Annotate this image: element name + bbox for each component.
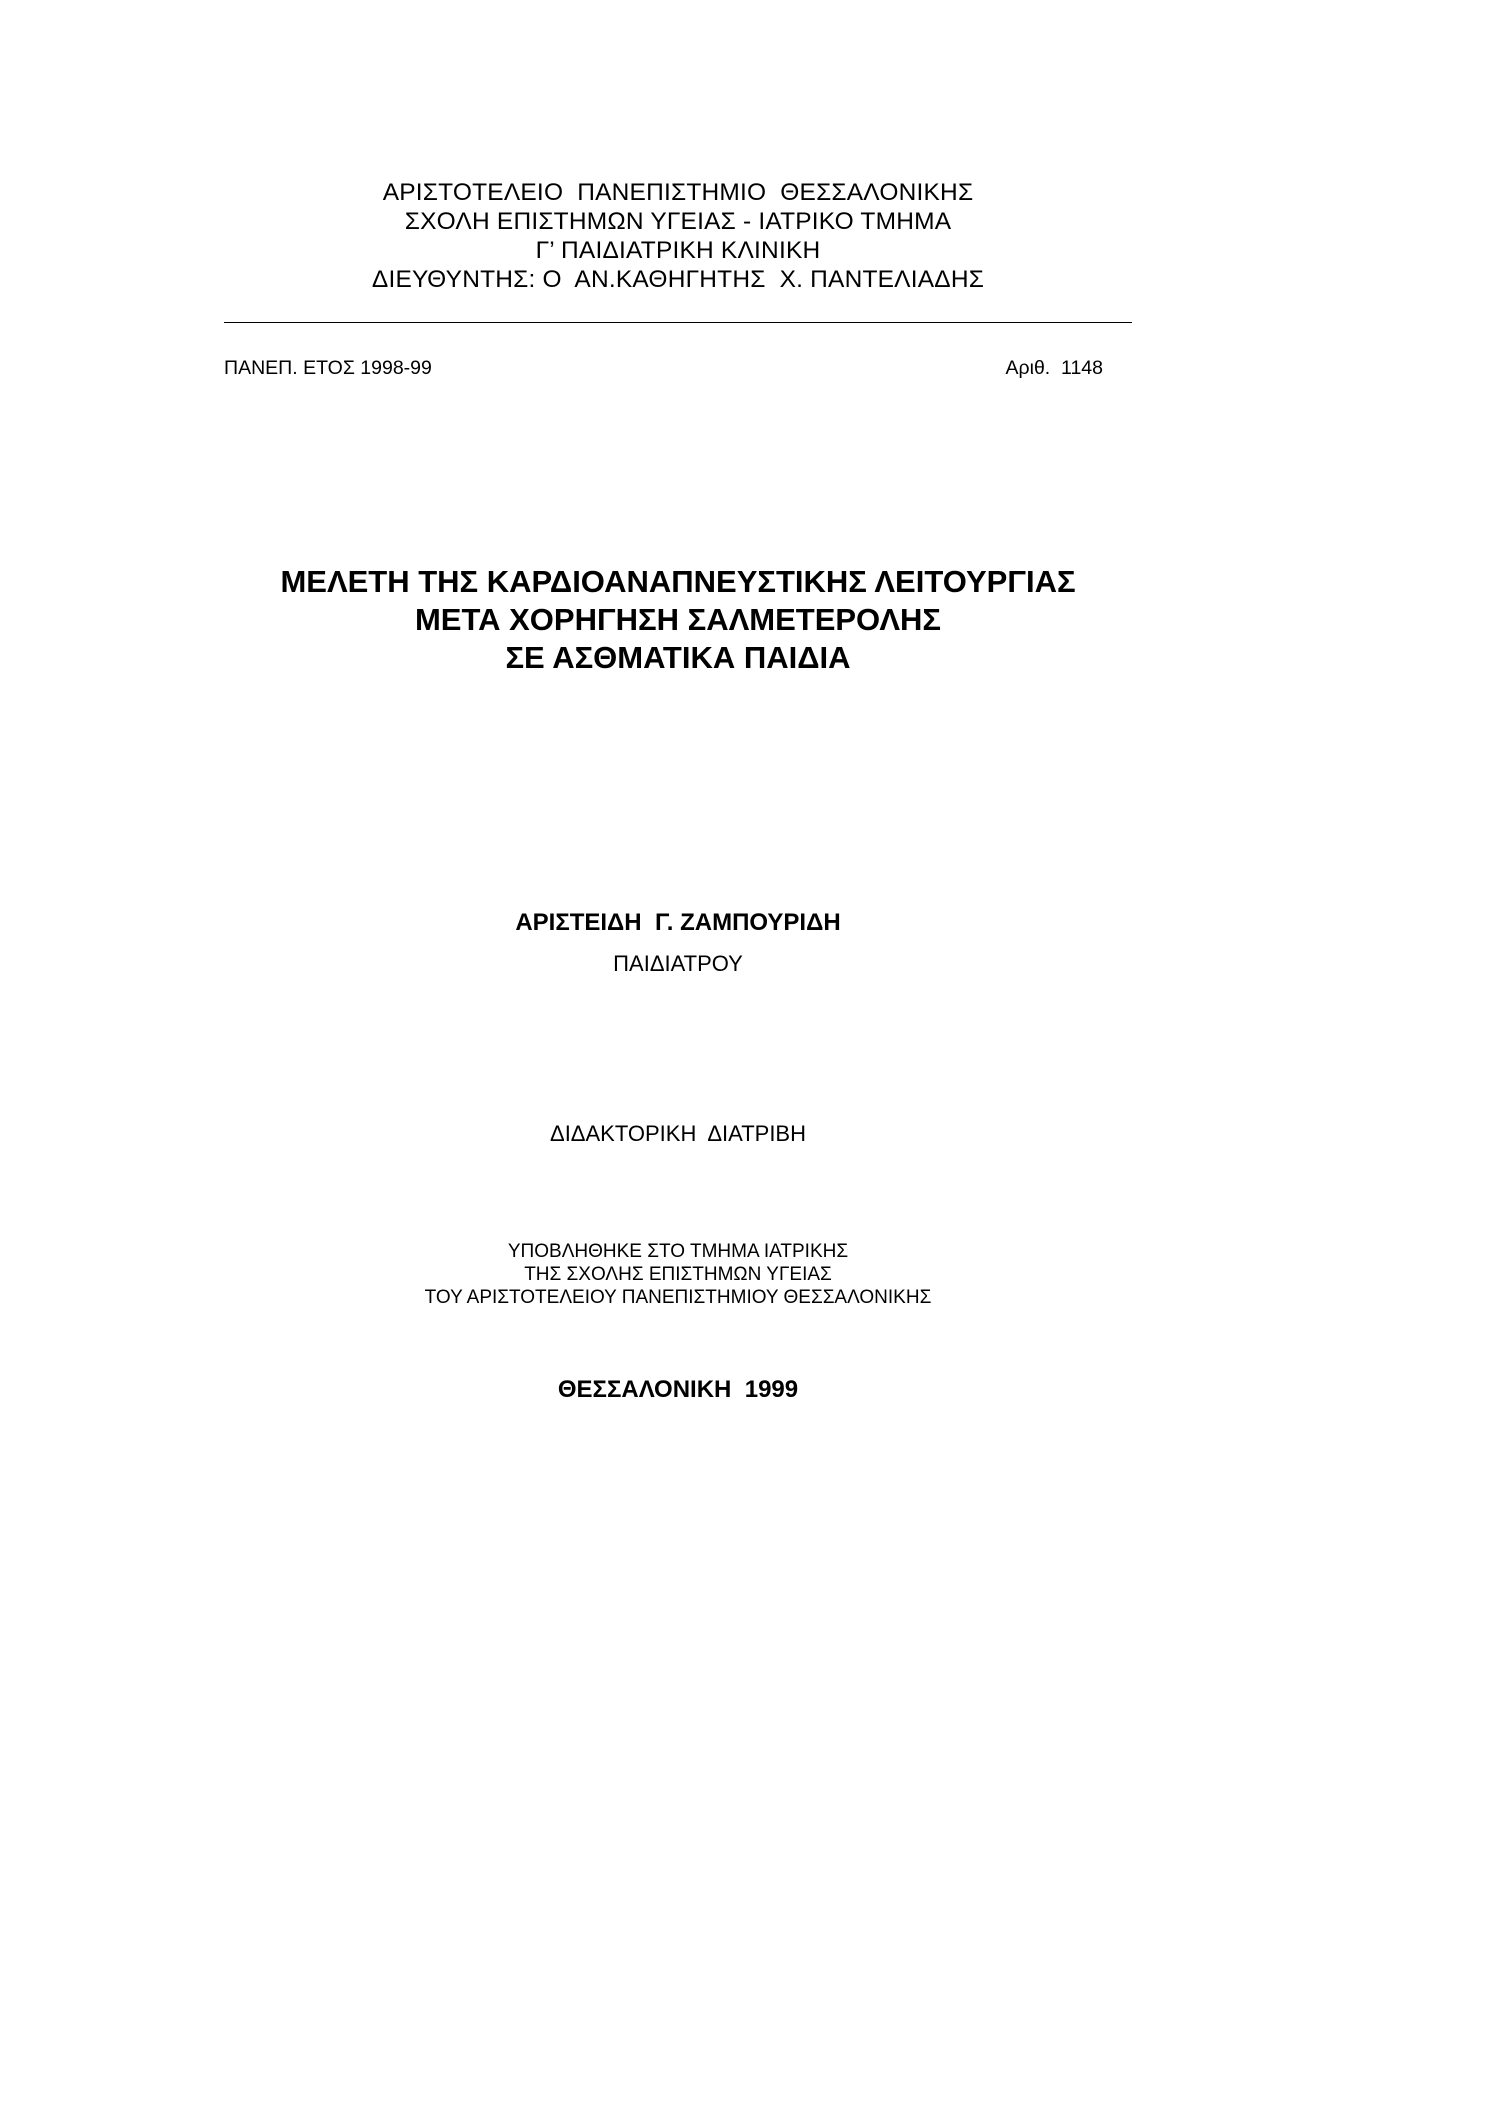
title-line-2: ΜΕΤΑ ΧΟΡΗΓΗΣΗ ΣΑΛΜΕΤΕΡΟΛΗΣ — [414, 602, 942, 637]
header-line-school: ΣΧΟΛΗ ΕΠΙΣΤΗΜΩΝ ΥΓΕΙΑΣ - ΙΑΤΡΙΚΟ ΤΜΗΜΑ — [404, 208, 952, 235]
author-role: ΠΑΙΔΙΑΤΡΟΥ — [613, 951, 743, 976]
academic-year: ΠΑΝΕΠ. ΕΤΟΣ 1998-99 — [224, 357, 432, 379]
header-line-university: ΑΡΙΣΤΟΤΕΛΕΙΟ ΠΑΝΕΠΙΣΤΗΜΙΟ ΘΕΣΣΑΛΟΝΙΚΗΣ — [382, 179, 974, 206]
header-line-clinic: Γ’ ΠΑΙΔΙΑΤΡΙΚΗ ΚΛΙΝΙΚΗ — [535, 237, 821, 264]
author-name: ΑΡΙΣΤΕΙΔΗ Γ. ΖΑΜΠΟΥΡΙΔΗ — [515, 909, 841, 936]
thesis-title — [224, 563, 1132, 677]
document-type: ΔΙΔΑΚΤΟΡΙΚΗ ΔΙΑΤΡΙΒΗ — [550, 1121, 806, 1146]
place-and-year: ΘΕΣΣΑΛΟΝΙΚΗ 1999 — [557, 1376, 799, 1403]
header-line-director: ΔΙΕΥΘΥΝΤΗΣ: Ο ΑΝ.ΚΑΘΗΓΗΤΗΣ Χ. ΠΑΝΤΕΛΙΑΔΗΣ — [371, 266, 985, 293]
header-divider — [224, 322, 1132, 323]
submission-line-1: ΥΠΟΒΛΗΘΗΚΕ ΣΤΟ ΤΜΗΜΑ ΙΑΤΡΙΚΗΣ — [507, 1241, 849, 1262]
submission-statement — [224, 1240, 1132, 1309]
document-number: Αριθ. 1148 — [1005, 357, 1103, 379]
title-line-1: ΜΕΛΕΤΗ ΤΗΣ ΚΑΡΔΙΟΑΝΑΠΝΕΥΣΤΙΚΗΣ ΛΕΙΤΟΥΡΓΙΑΣ — [280, 564, 1076, 599]
submission-line-2: ΤΗΣ ΣΧΟΛΗΣ ΕΠΙΣΤΗΜΩΝ ΥΓΕΙΑΣ — [524, 1264, 832, 1285]
submission-line-3: ΤΟΥ ΑΡΙΣΤΟΤΕΛΕΙΟΥ ΠΑΝΕΠΙΣΤΗΜΙΟΥ ΘΕΣΣΑΛΟΝΙΚΗΣ — [424, 1287, 932, 1308]
title-line-3: ΣΕ ΑΣΘΜΑΤΙΚΑ ΠΑΙΔΙΑ — [505, 640, 851, 675]
institution-header — [224, 178, 1132, 294]
